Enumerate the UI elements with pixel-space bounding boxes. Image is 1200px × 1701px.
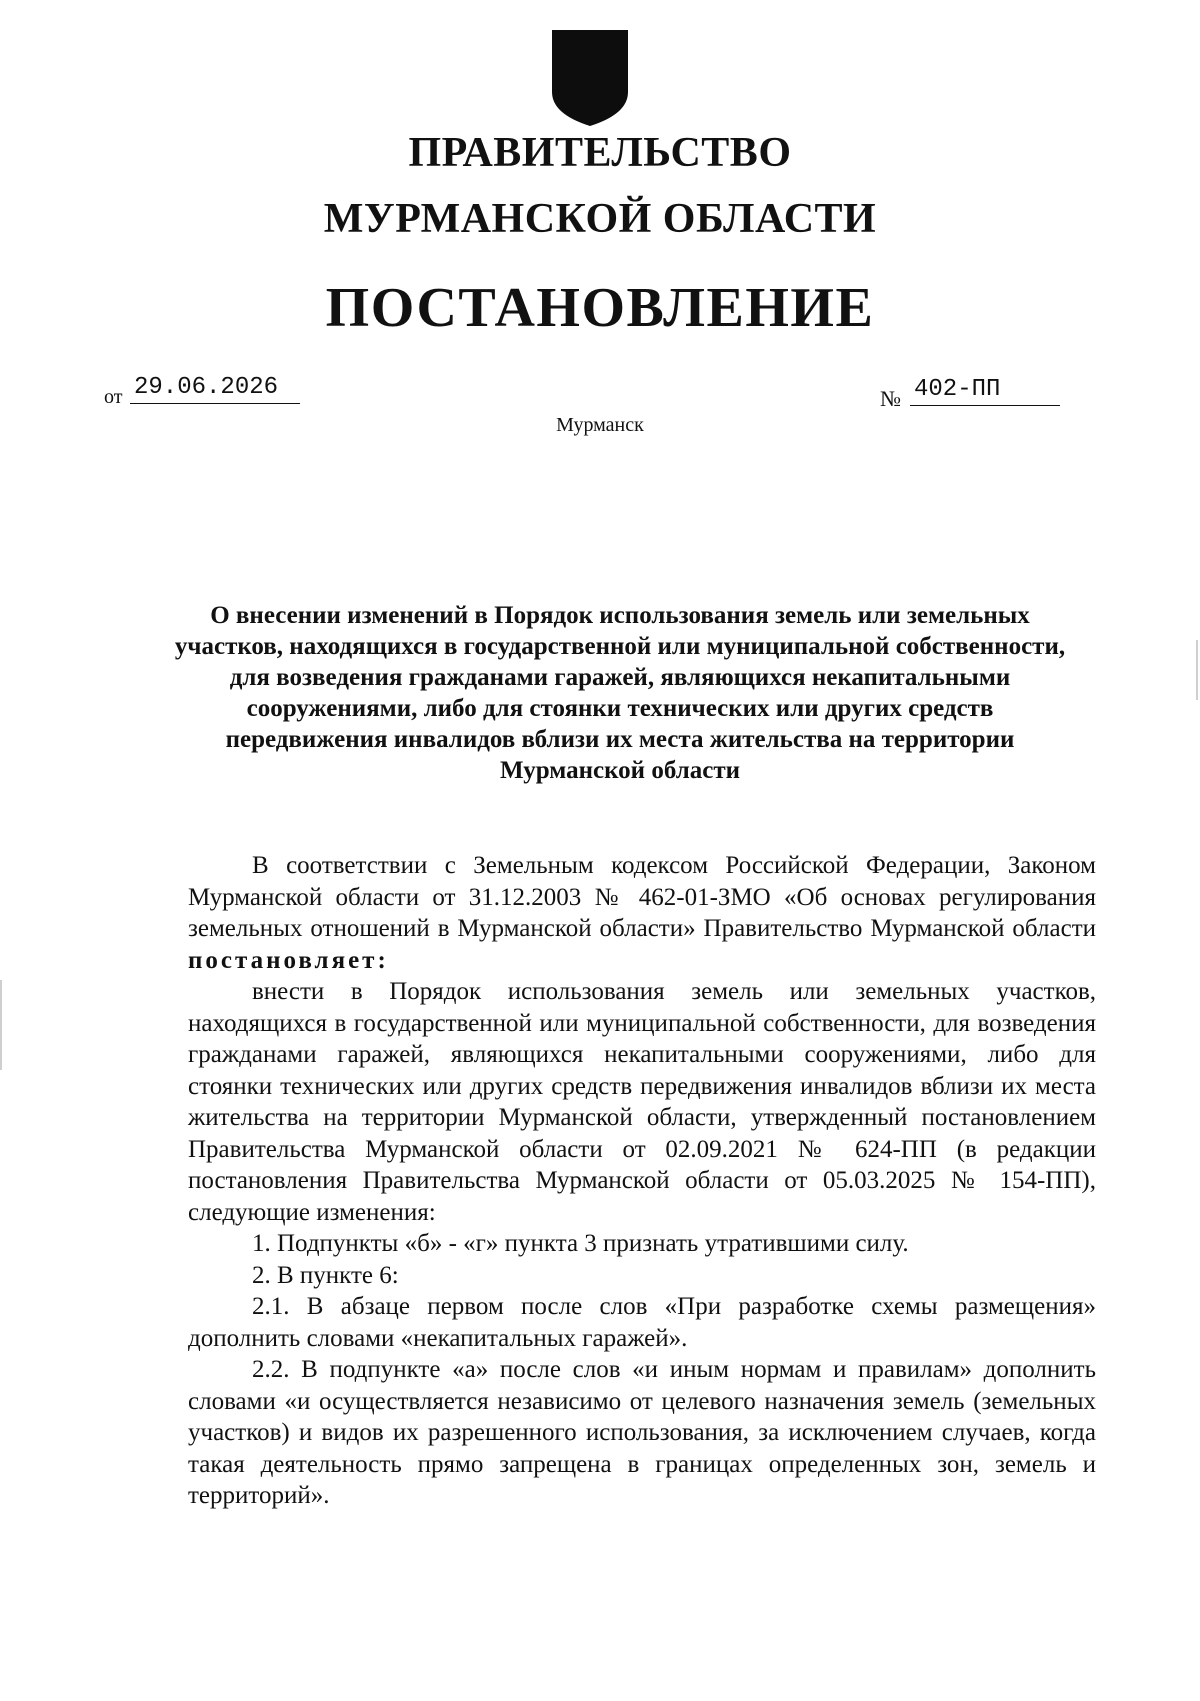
preamble-text: В соответствии с Земельным кодексом Российской Федерации, Законом Мурманской области от 31.12.2003 № 462-01-ЗМО «Об основах регулирования земельных отношений в Мурманской области» Правительство Мурманской области xyxy=(188,852,1096,942)
org-name-line-1: ПРАВИТЕЛЬСТВО xyxy=(408,130,792,176)
document-type-title: ПОСТАНОВЛЕНИЕ xyxy=(325,277,875,339)
resolution-keyword: постановляет: xyxy=(188,946,389,974)
paragraph-item-2-1: 2.1. В абзаце первом после слов «При разработке схемы размещения» дополнить словами «некапитальных гаражей». xyxy=(188,1293,1096,1352)
scan-edge-mark xyxy=(0,980,2,1070)
date-field xyxy=(104,374,304,414)
document-subject: О внесении изменений в Порядок использования земель или земельных участков, находящихся в государственной или муниципальной собственности, для возведения гражданами гаражей, являющихся некапитальными сооружениями, либо для стоянки технических или других средств передвижения инвалидов вблизи их места жительства на территории Мурманской области xyxy=(174,602,1066,784)
paragraph-item-2: 2. В пункте 6: xyxy=(252,1261,399,1289)
scan-edge-mark xyxy=(1196,640,1198,700)
paragraph-item-2-2: 2.2. В подпункте «а» после слов «и иным нормам и правилам» дополнить словами «и осуществляется независимо от целевого назначения земель (земельных участков) и видов их разрешенного использования, за исключением случаев, когда такая деятельность прямо запрещена в границах определенных зон, земель и территорий». xyxy=(188,1356,1096,1509)
document-body xyxy=(188,850,1096,1512)
org-name-line-2: МУРМАНСКОЙ ОБЛАСТИ xyxy=(323,196,877,242)
date-prefix: от xyxy=(104,386,123,408)
city-name: Мурманск xyxy=(556,414,644,436)
date-value: 29.06.2026 xyxy=(130,374,300,404)
coat-of-arms-emblem xyxy=(548,28,632,128)
number-field xyxy=(880,376,1080,416)
paragraph-amendment-intro: внести в Порядок использования земель или земельных участков, находящихся в государственной или муниципальной собственности, для возведения гражданами гаражей, являющихся некапитальными сооружениями, либо для стоянки технических или других средств передвижения инвалидов вблизи их места жительства на территории Мурманской области, утвержденный постановлением Правительства Мурманской области от 02.09.2021 № 624-ПП (в редакции постановления Правительства Мурманской области от 05.03.2025 № 154-ПП), следующие изменения: xyxy=(188,978,1096,1226)
number-prefix: № xyxy=(880,386,901,411)
number-value: 402-ПП xyxy=(910,376,1060,406)
paragraph-preamble xyxy=(188,850,1096,976)
paragraph-item-1: 1. Подпункты «б» - «г» пункта 3 признать утратившими силу. xyxy=(252,1230,909,1257)
